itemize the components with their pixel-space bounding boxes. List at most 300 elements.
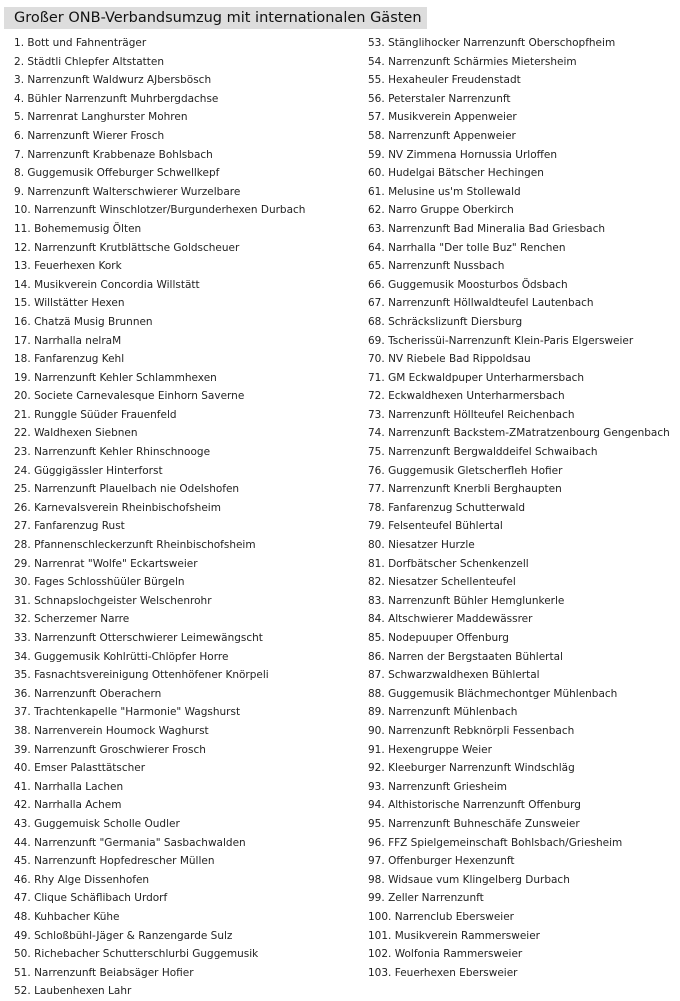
item-name: Pfannenschleckerzunft Rheinbischofsheim <box>34 539 256 552</box>
item-number: 35 . <box>14 666 34 685</box>
item-number: 62 . <box>368 201 388 220</box>
item-name: Feuerhexen Kork <box>34 260 122 273</box>
item-number: 7 . <box>14 146 27 165</box>
item-name: Narrenzunft Höllwaldteufel Lautenbach <box>388 297 594 310</box>
list-item <box>368 220 678 239</box>
item-name: Narrenzunft "Germania" Sasbachwalden <box>34 836 246 849</box>
list-item <box>14 889 354 908</box>
item-name: Narrhalla Lachen <box>34 780 124 793</box>
list-item <box>368 53 678 72</box>
item-number: 84 . <box>368 610 388 629</box>
item-name: Narrenzunft Knerbli Berghaupten <box>388 483 562 496</box>
item-number: 95 . <box>368 815 388 834</box>
item-number: 20 . <box>14 387 34 406</box>
list-item <box>368 871 678 890</box>
item-number: 39 . <box>14 741 34 760</box>
item-number: 40 . <box>14 759 34 778</box>
item-name: Eckwaldhexen Unterharmersbach <box>388 390 565 403</box>
list-item <box>14 908 354 927</box>
list-item <box>14 53 354 72</box>
list-item <box>368 945 678 964</box>
item-name: Musikverein Rammersweier <box>394 929 540 942</box>
list-item <box>14 462 354 481</box>
item-number: 87 . <box>368 666 388 685</box>
item-name: Karnevalsverein Rheinbischofsheim <box>34 501 221 514</box>
item-number: 52 . <box>14 982 34 1001</box>
item-number: 29 . <box>14 555 34 574</box>
item-name: Narrenzunft Griesheim <box>388 780 508 793</box>
item-name: Narrenrat "Wolfe" Eckartsweier <box>34 557 198 570</box>
item-name: Chatzä Musig Brunnen <box>34 315 153 328</box>
item-name: Narrenzunft Kehler Rhinschnooge <box>34 446 211 459</box>
item-name: Guggemuisk Scholle Oudler <box>34 817 180 830</box>
item-name: Emser Palasttätscher <box>34 762 146 775</box>
item-number: 78 . <box>368 499 388 518</box>
list-item <box>368 592 678 611</box>
list-item <box>14 183 354 202</box>
item-number: 38 . <box>14 722 34 741</box>
item-number: 19 . <box>14 369 34 388</box>
list-item <box>14 610 354 629</box>
list-item <box>14 34 354 53</box>
list-item <box>14 424 354 443</box>
item-number: 60 . <box>368 164 388 183</box>
list-item <box>14 480 354 499</box>
list-item <box>14 239 354 258</box>
item-number: 8 . <box>14 164 27 183</box>
list-item <box>14 499 354 518</box>
list-item <box>368 685 678 704</box>
list-item <box>14 871 354 890</box>
item-name: NV Riebele Bad Rippoldsau <box>388 353 531 366</box>
item-name: Narrenrat Langhurster Mohren <box>27 111 188 124</box>
item-number: 15 . <box>14 294 34 313</box>
item-number: 4 . <box>14 90 27 109</box>
list-item <box>368 387 678 406</box>
item-number: 76 . <box>368 462 388 481</box>
list-item <box>368 108 678 127</box>
list-item <box>368 406 678 425</box>
item-number: 26 . <box>14 499 34 518</box>
list-item <box>368 722 678 741</box>
list-item <box>368 480 678 499</box>
item-name: FFZ Spielgemeinschaft Bohlsbach/Griesheim <box>388 836 623 849</box>
item-number: 24 . <box>14 462 34 481</box>
item-number: 74 . <box>368 424 388 443</box>
item-number: 41 . <box>14 778 34 797</box>
list-item <box>368 815 678 834</box>
list-item <box>368 908 678 927</box>
item-number: 96 . <box>368 834 388 853</box>
list-item <box>368 629 678 648</box>
list-item <box>368 127 678 146</box>
list-item <box>368 778 678 797</box>
item-number: 91 . <box>368 741 388 760</box>
item-name: Niesatzer Schellenteufel <box>388 576 516 589</box>
item-number: 47 . <box>14 889 34 908</box>
item-name: Bühler Narrenzunft Muhrbergdachse <box>27 92 219 105</box>
item-name: Narrenzunft Hopfedrescher Müllen <box>34 855 215 868</box>
item-name: Richebacher Schutterschlurbi Guggemusik <box>34 948 259 961</box>
list-item <box>368 239 678 258</box>
item-number: 64 . <box>368 239 388 258</box>
item-number: 12 . <box>14 239 34 258</box>
item-number: 66 . <box>368 276 388 295</box>
item-name: Hudelgai Bätscher Hechingen <box>388 167 544 180</box>
item-number: 97 . <box>368 852 388 871</box>
item-name: Fanfarenzug Kehl <box>34 353 125 366</box>
item-name: Societe Carnevalesque Einhorn Saverne <box>34 390 245 403</box>
item-number: 65 . <box>368 257 388 276</box>
item-name: Guggemusik Offeburger Schwellkepf <box>27 167 220 180</box>
list-item <box>368 369 678 388</box>
item-number: 3 . <box>14 71 27 90</box>
item-name: Narrenzunft Beiabsäger Hofier <box>34 966 194 979</box>
item-name: Bott und Fahnenträger <box>27 37 147 49</box>
item-number: 101 . <box>368 927 395 946</box>
item-name: Narrenzunft Wierer Frosch <box>27 129 165 142</box>
list-item <box>368 610 678 629</box>
list-item <box>368 555 678 574</box>
list-item <box>368 201 678 220</box>
list-item <box>368 499 678 518</box>
item-number: 90 . <box>368 722 388 741</box>
item-name: Narrhalla Achem <box>34 799 122 812</box>
list-item <box>368 964 678 983</box>
list-item <box>14 741 354 760</box>
item-name: Trachtenkapelle "Harmonie" Wagshurst <box>34 706 241 719</box>
list-item <box>368 573 678 592</box>
item-number: 36 . <box>14 685 34 704</box>
list-item <box>368 666 678 685</box>
item-name: Narrenzunft Plauelbach nie Odelshofen <box>34 483 240 496</box>
item-number: 102 . <box>368 945 395 964</box>
item-number: 16 . <box>14 313 34 332</box>
item-number: 48 . <box>14 908 34 927</box>
item-name: Narrenverein Houmock Waghurst <box>34 724 209 737</box>
item-number: 5 . <box>14 108 27 127</box>
item-number: 13 . <box>14 257 34 276</box>
list-item <box>368 276 678 295</box>
list-item <box>368 183 678 202</box>
item-name: NV Zimmena Hornussia Urloffen <box>388 148 557 161</box>
item-number: 2 . <box>14 53 27 72</box>
list-item <box>14 722 354 741</box>
item-name: Narrenzunft Bergwalddeifel Schwaibach <box>388 446 598 459</box>
item-number: 103 . <box>368 964 395 983</box>
item-name: Feuerhexen Ebersweier <box>394 966 518 979</box>
item-name: Schräckslizunft Diersburg <box>388 315 523 328</box>
item-number: 73 . <box>368 406 388 425</box>
item-name: Dorfbätscher Schenkenzell <box>388 557 529 570</box>
list-item <box>14 332 354 351</box>
item-number: 59 . <box>368 146 388 165</box>
item-number: 22 . <box>14 424 34 443</box>
list-item <box>368 796 678 815</box>
item-name: Melusine us'm Stollewald <box>388 185 521 198</box>
item-name: Narrenzunft Waldwurz AJbersbösch <box>27 74 212 87</box>
item-name: Fasnachtsvereinigung Ottenhöfener Knörpeli <box>34 669 269 682</box>
list-item <box>14 982 354 1001</box>
item-number: 11 . <box>14 220 34 239</box>
item-name: Musikverein Concordia Willstätt <box>34 278 200 291</box>
item-name: Fanfarenzug Schutterwald <box>388 501 526 514</box>
item-name: Narrenzunft Krabbenaze Bohlsbach <box>27 148 213 161</box>
list-item <box>368 648 678 667</box>
list-item <box>368 852 678 871</box>
item-number: 32 . <box>14 610 34 629</box>
item-name: Niesatzer Hurzle <box>388 539 475 552</box>
item-name: Altschwierer Maddewässrer <box>388 613 533 626</box>
participant-list-right <box>368 34 678 982</box>
item-name: Peterstaler Narrenzunft <box>388 92 511 105</box>
item-name: Althistorische Narrenzunft Offenburg <box>388 799 581 812</box>
item-name: Waldhexen Siebnen <box>34 427 138 440</box>
item-name: Schwarzwaldhexen Bühlertal <box>388 669 540 682</box>
item-name: Narrenzunft Kehler Schlammhexen <box>34 371 217 384</box>
item-name: Narrenclub Ebersweier <box>394 910 514 923</box>
list-item <box>14 90 354 109</box>
list-item <box>14 387 354 406</box>
item-name: Kuhbacher Kühe <box>34 910 120 923</box>
item-number: 94 . <box>368 796 388 815</box>
item-name: Güggigässler Hinterforst <box>34 464 163 477</box>
item-name: Narrenzunft Otterschwierer Leimewängscht <box>34 632 263 644</box>
list-item <box>368 90 678 109</box>
item-name: Tscherissüi-Narrenzunft Klein-Paris Elgersweier <box>388 334 634 347</box>
item-number: 49 . <box>14 927 34 946</box>
item-number: 86 . <box>368 648 388 667</box>
list-item <box>368 34 678 53</box>
list-item <box>368 536 678 555</box>
list-item <box>368 332 678 351</box>
list-item <box>14 108 354 127</box>
list-item <box>368 313 678 332</box>
item-number: 37 . <box>14 703 34 722</box>
item-number: 93 . <box>368 778 388 797</box>
item-name: Rhy Alge Dissenhofen <box>34 873 150 886</box>
item-name: Fages Schlosshüüler Bürgeln <box>34 576 185 589</box>
item-name: Narren der Bergstaaten Bühlertal <box>388 650 563 663</box>
item-name: Musikverein Appenweier <box>388 111 517 124</box>
item-number: 51 . <box>14 964 34 983</box>
list-item <box>14 201 354 220</box>
item-name: Laubenhexen Lahr <box>34 985 132 998</box>
list-item <box>368 443 678 462</box>
list-item <box>14 945 354 964</box>
item-name: Narrenzunft Groschwierer Frosch <box>34 743 206 756</box>
item-number: 92 . <box>368 759 388 778</box>
item-number: 56 . <box>368 90 388 109</box>
item-number: 80 . <box>368 536 388 555</box>
list-item <box>14 796 354 815</box>
item-number: 18 . <box>14 350 34 369</box>
item-name: Narrenzunft Höllteufel Reichenbach <box>388 408 575 421</box>
list-item <box>14 257 354 276</box>
list-item <box>14 443 354 462</box>
item-number: 99 . <box>368 889 388 908</box>
item-number: 57 . <box>368 108 388 127</box>
list-item <box>14 629 354 648</box>
participant-list-left <box>14 34 354 1001</box>
item-number: 72 . <box>368 387 388 406</box>
list-item <box>14 815 354 834</box>
list-item <box>368 294 678 313</box>
item-number: 42 . <box>14 796 34 815</box>
item-name: Narrenzunft Rebknörpli Fessenbach <box>388 724 575 737</box>
item-name: Willstätter Hexen <box>34 297 125 310</box>
list-item <box>14 666 354 685</box>
item-name: Narrenzunft Winschlotzer/Burgunderhexen Durbach <box>34 204 306 217</box>
item-name: Narrhalla "Der tolle Buz" Renchen <box>388 241 566 254</box>
item-number: 81 . <box>368 555 388 574</box>
item-number: 1 . <box>14 34 27 53</box>
list-item <box>368 350 678 369</box>
item-number: 23 . <box>14 443 34 462</box>
list-item <box>14 536 354 555</box>
item-number: 6 . <box>14 127 27 146</box>
list-item <box>14 685 354 704</box>
list-item <box>368 889 678 908</box>
item-name: Schloßbühl-Jäger & Ranzengarde Sulz <box>34 929 233 942</box>
item-number: 27 . <box>14 517 34 536</box>
item-name: Narrenzunft Oberachern <box>34 687 162 700</box>
list-item <box>14 313 354 332</box>
item-number: 75 . <box>368 443 388 462</box>
item-number: 50 . <box>14 945 34 964</box>
list-item <box>14 592 354 611</box>
item-name: Narrenzunft Nussbach <box>388 260 505 273</box>
list-item <box>368 257 678 276</box>
list-item <box>14 927 354 946</box>
item-number: 53 . <box>368 34 388 53</box>
item-number: 30 . <box>14 573 34 592</box>
list-item <box>14 834 354 853</box>
list-item <box>14 703 354 722</box>
item-name: Fanfarenzug Rust <box>34 520 125 533</box>
item-number: 85 . <box>368 629 388 648</box>
list-item <box>368 759 678 778</box>
item-name: Schnapslochgeister Welschenrohr <box>34 594 212 607</box>
item-number: 100 . <box>368 908 395 927</box>
list-item <box>368 71 678 90</box>
item-name: Felsenteufel Bühlertal <box>388 520 503 533</box>
item-number: 63 . <box>368 220 388 239</box>
item-name: Narrhalla nelraM <box>34 334 122 347</box>
list-item <box>14 778 354 797</box>
item-number: 88 . <box>368 685 388 704</box>
item-number: 71 . <box>368 369 388 388</box>
item-number: 79 . <box>368 517 388 536</box>
item-name: Guggemusik Moosturbos Ödsbach <box>388 278 568 291</box>
list-item <box>14 759 354 778</box>
item-number: 17 . <box>14 332 34 351</box>
list-item <box>368 927 678 946</box>
list-item <box>14 350 354 369</box>
item-name: Narro Gruppe Oberkirch <box>388 204 514 217</box>
item-name: Stänglihocker Narrenzunft Oberschopfheim <box>388 37 616 49</box>
item-name: Narrenzunft Bad Mineralia Bad Griesbach <box>388 222 606 235</box>
item-number: 68 . <box>368 313 388 332</box>
item-name: Scherzemer Narre <box>34 613 130 626</box>
list-item <box>368 834 678 853</box>
list-item <box>14 294 354 313</box>
item-number: 55 . <box>368 71 388 90</box>
item-number: 61 . <box>368 183 388 202</box>
item-number: 14 . <box>14 276 34 295</box>
item-name: Kleeburger Narrenzunft Windschläg <box>388 762 575 775</box>
item-number: 54 . <box>368 53 388 72</box>
item-name: Städtli Chlepfer Altstatten <box>27 55 164 68</box>
item-name: GM Eckwaldpuper Unterharmersbach <box>388 371 585 384</box>
item-name: Narrenzunft Backstem-ZMatratzenbourg Gengenbach <box>388 427 670 440</box>
list-item <box>14 573 354 592</box>
item-number: 44 . <box>14 834 34 853</box>
list-item <box>14 369 354 388</box>
item-name: Narrenzunft Krutblättsche Goldscheuer <box>34 241 240 254</box>
list-item <box>14 71 354 90</box>
list-item <box>368 741 678 760</box>
item-number: 25 . <box>14 480 34 499</box>
list-item <box>14 146 354 165</box>
list-item <box>368 703 678 722</box>
list-item <box>368 462 678 481</box>
item-number: 10 . <box>14 201 34 220</box>
item-number: 21 . <box>14 406 34 425</box>
item-number: 83 . <box>368 592 388 611</box>
item-name: Narrenzunft Bühler Hemglunkerle <box>388 594 565 607</box>
item-name: Narrenzunft Schärmies Mietersheim <box>388 55 577 68</box>
item-number: 67 . <box>368 294 388 313</box>
list-item <box>368 164 678 183</box>
item-number: 82 . <box>368 573 388 592</box>
list-item <box>14 164 354 183</box>
item-name: Hexengruppe Weier <box>388 743 492 756</box>
list-item <box>14 648 354 667</box>
list-item <box>368 146 678 165</box>
item-name: Narrenzunft Walterschwierer Wurzelbare <box>27 185 241 198</box>
item-name: Narrenzunft Buhneschäfe Zunsweier <box>388 817 580 830</box>
item-number: 46 . <box>14 871 34 890</box>
list-item <box>14 406 354 425</box>
item-name: Guggemusik Kohlrütti-Chlöpfer Horre <box>34 650 229 663</box>
list-item <box>14 964 354 983</box>
list-item <box>14 555 354 574</box>
item-name: Rungglе Süüder Frauenfeld <box>34 408 177 421</box>
item-number: 43 . <box>14 815 34 834</box>
list-item <box>14 852 354 871</box>
item-number: 31 . <box>14 592 34 611</box>
item-name: Nodepuuper Offenburg <box>388 632 509 644</box>
item-name: Narrenzunft Mühlenbach <box>388 706 518 719</box>
item-number: 33 . <box>14 629 34 648</box>
item-name: Offenburger Hexenzunft <box>388 855 515 868</box>
list-item <box>14 127 354 146</box>
list-item <box>14 220 354 239</box>
item-number: 77 . <box>368 480 388 499</box>
item-number: 28 . <box>14 536 34 555</box>
item-number: 45 . <box>14 852 34 871</box>
list-item <box>368 424 678 443</box>
item-number: 58 . <box>368 127 388 146</box>
item-number: 98 . <box>368 871 388 890</box>
item-name: Guggemusik Blächmechontger Mühlenbach <box>388 687 618 700</box>
item-number: 70 . <box>368 350 388 369</box>
item-name: Widsaue vum Klingelberg Durbach <box>388 873 570 886</box>
list-item <box>14 276 354 295</box>
item-name: Zeller Narrenzunft <box>388 892 484 905</box>
item-number: 69 . <box>368 332 388 351</box>
